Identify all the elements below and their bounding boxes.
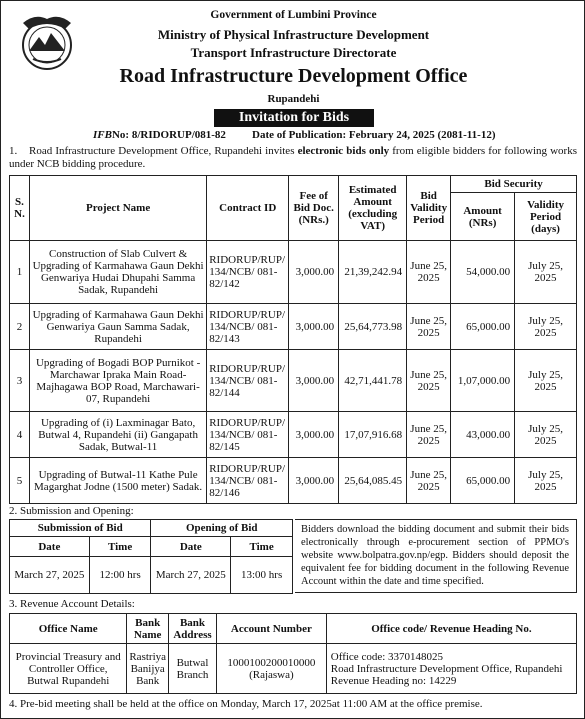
row-estimated: 42,71,441.78 — [339, 350, 407, 412]
row-project: Upgrading of (i) Laxminagar Bato, Butwal 4, Rupandehi (ii) Gangapath Sadak, Butwal-11 — [29, 412, 206, 458]
revenue-account-table — [9, 613, 577, 694]
intro-text-b: from eligible bidders for following works under NCB bidding procedure. — [9, 145, 577, 170]
row-project: Construction of Slab Culvert & Upgrading of Karmahawa Gaun Dekhi Genwariya Hudai Dhupahi Samma Sadak, Rupandehi — [29, 241, 206, 304]
table-row — [10, 241, 577, 304]
row-sec-validity: July 25, 2025 — [515, 241, 577, 304]
row-validity: June 25, 2025 — [407, 458, 451, 504]
ifb-number — [93, 129, 226, 141]
row-contract: RIDORUP/RUP/ 134/NCB/ 081-82/145 — [207, 412, 289, 458]
row-validity: June 25, 2025 — [407, 304, 451, 350]
submission-date: March 27, 2025 — [10, 557, 90, 594]
opening-header: Opening of Bid — [151, 520, 293, 537]
account-number: 1000100200010000 (Rajaswa) — [216, 644, 326, 694]
row-fee: 3,000.00 — [289, 304, 339, 350]
row-estimated: 17,07,916.68 — [339, 412, 407, 458]
bids-table — [9, 175, 577, 504]
submission-time: 12:00 hrs — [89, 557, 151, 594]
row-sn: 1 — [10, 241, 30, 304]
header-contract: Contract ID — [207, 176, 289, 241]
submission-note: Bidders download the bidding document and submit their bids electronically through e-procurement section of PPMO's website www.bolpatra.gov.np/egp. Bidders should deposit the equivalent fee for bidding document in the following Revenue Account within the date and time specified. — [301, 524, 569, 587]
bank-name: Rastriya Banijya Bank — [127, 644, 169, 694]
row-fee: 3,000.00 — [289, 458, 339, 504]
intro-text-bold: electronic bids only — [297, 145, 390, 157]
submission-time-label: Time — [89, 537, 151, 557]
table-row — [10, 350, 577, 412]
section3-title: 3. Revenue Account Details: — [9, 598, 135, 610]
header-project: Project Name — [29, 176, 206, 241]
intro-number: 1. — [9, 145, 18, 157]
header-fee: Fee of Bid Doc. (NRs.) — [289, 176, 339, 241]
table-row — [10, 304, 577, 350]
office-name: Provincial Treasury and Controller Office, Butwal Rupandehi — [10, 644, 127, 694]
row-contract: RIDORUP/RUP/ 134/NCB/ 081-82/143 — [207, 304, 289, 350]
section2-title: 2. Submission and Opening: — [9, 505, 134, 517]
header-office: Office Name — [10, 614, 127, 644]
row-sec-amount: 54,000.00 — [451, 241, 515, 304]
office-code-line3: Revenue Heading no: 14229 — [330, 674, 457, 687]
row-estimated: 25,64,773.98 — [339, 304, 407, 350]
ifb-prefix: IFB — [93, 129, 112, 141]
row-contract: RIDORUP/RUP/ 134/NCB/ 081-82/146 — [207, 458, 289, 504]
row-fee: 3,000.00 — [289, 412, 339, 458]
row-project: Upgrading of Karmahawa Gaun Dekhi Genwariya Gaun Samma Sadak, Rupandehi — [29, 304, 206, 350]
opening-time: 13:00 hrs — [231, 557, 293, 594]
intro-paragraph — [9, 145, 577, 171]
submission-date-label: Date — [10, 537, 90, 557]
row-contract: RIDORUP/RUP/ 134/NCB/ 081-82/142 — [207, 241, 289, 304]
submission-header: Submission of Bid — [10, 520, 151, 537]
header-security: Bid Security — [451, 176, 577, 193]
row-sn: 4 — [10, 412, 30, 458]
row-sec-validity: July 25, 2025 — [515, 304, 577, 350]
row-sec-validity: July 25, 2025 — [515, 412, 577, 458]
row-estimated: 21,39,242.94 — [339, 241, 407, 304]
header-estimated: Estimated Amount (excluding VAT) — [339, 176, 407, 241]
header-address: Bank Address — [169, 614, 217, 644]
row-validity: June 25, 2025 — [407, 350, 451, 412]
prebid-meeting-note: 4. Pre-bid meeting shall be held at the office on Monday, March 17, 2025at 11:00 AM at the office premise. — [9, 698, 483, 710]
row-sec-validity: July 25, 2025 — [515, 458, 577, 504]
row-sn: 3 — [10, 350, 30, 412]
row-project: Upgrading of Butwal-11 Kathe Pule Magarghat Jodne (1500 meter) Sadak. — [29, 458, 206, 504]
office-title: Road Infrastructure Development Office — [119, 65, 468, 87]
row-validity: June 25, 2025 — [407, 241, 451, 304]
row-sec-validity: July 25, 2025 — [515, 350, 577, 412]
submission-opening-table — [9, 519, 293, 594]
office-code-line2: Road Infrastructure Development Office, Rupandehi — [330, 662, 563, 675]
table-row — [10, 412, 577, 458]
header-account: Account Number — [216, 614, 326, 644]
row-sn: 5 — [10, 458, 30, 504]
office-code — [326, 644, 576, 694]
bank-address: Butwal Branch — [169, 644, 217, 694]
government-heading: Government of Lumbini Province — [210, 9, 377, 21]
office-code-line1: Office code: 3370148025 — [330, 650, 444, 663]
invitation-banner: Invitation for Bids — [214, 109, 374, 127]
office-location: Rupandehi — [267, 93, 320, 105]
ifb-no: No: 8/RIDORUP/081-82 — [111, 129, 226, 141]
table-row — [10, 458, 577, 504]
opening-date: March 27, 2025 — [151, 557, 231, 594]
publication-date: Date of Publication: February 24, 2025 (2081-11-12) — [252, 129, 496, 141]
row-sn: 2 — [10, 304, 30, 350]
intro-text-a: Road Infrastructure Development Office, Rupandehi invites — [29, 145, 298, 157]
row-fee: 3,000.00 — [289, 350, 339, 412]
row-fee: 3,000.00 — [289, 241, 339, 304]
row-validity: June 25, 2025 — [407, 412, 451, 458]
ministry-heading: Ministry of Physical Infrastructure Development — [157, 27, 430, 42]
header-sec-validity: Validity Period (days) — [515, 193, 577, 241]
header-code: Office code/ Revenue Heading No. — [326, 614, 576, 644]
opening-time-label: Time — [231, 537, 293, 557]
row-contract: RIDORUP/RUP/ 134/NCB/ 081-82/144 — [207, 350, 289, 412]
row-sec-amount: 65,000.00 — [451, 304, 515, 350]
row-project: Upgrading of Bogadi BOP Purnikot -Marchawar Ipraka Main Road-Majhagawa BOP Road, Marchawari-07, Rupandehi — [29, 350, 206, 412]
opening-date-label: Date — [151, 537, 231, 557]
row-sec-amount: 65,000.00 — [451, 458, 515, 504]
row-sec-amount: 1,07,000.00 — [451, 350, 515, 412]
header-sn: S. N. — [10, 176, 30, 241]
header-validity: Bid Validity Period — [407, 176, 451, 241]
directorate-heading: Transport Infrastructure Directorate — [190, 45, 397, 60]
header-bank: Bank Name — [127, 614, 169, 644]
row-estimated: 25,64,085.45 — [339, 458, 407, 504]
header-sec-amount: Amount (NRs) — [451, 193, 515, 241]
row-sec-amount: 43,000.00 — [451, 412, 515, 458]
